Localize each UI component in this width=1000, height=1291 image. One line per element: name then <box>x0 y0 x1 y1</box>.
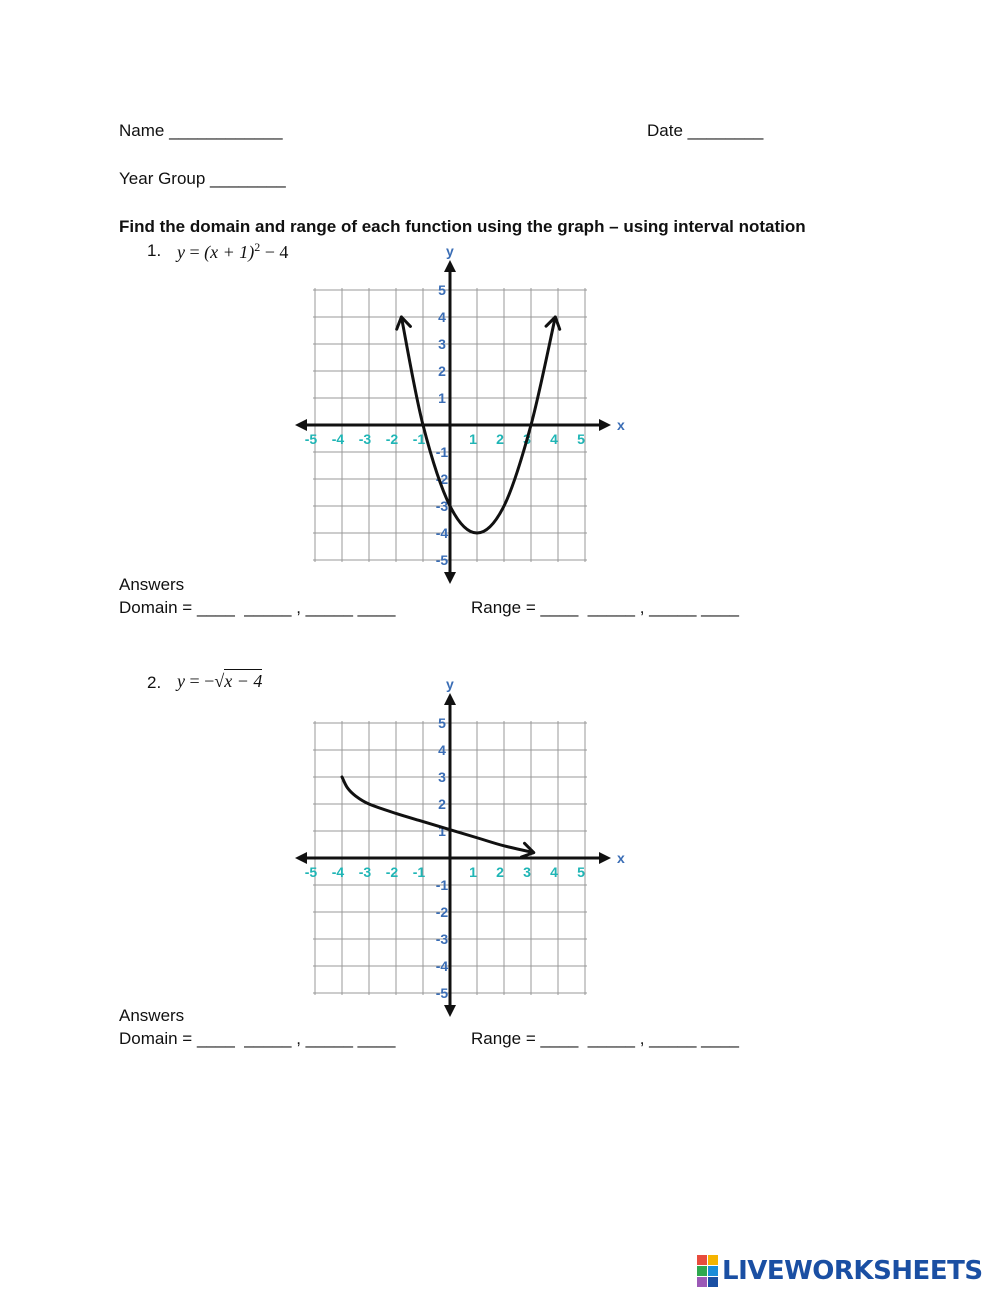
x-tick-label: 1 <box>469 431 477 447</box>
y-axis-arrow-down <box>444 1005 456 1017</box>
x-tick-label: -3 <box>358 864 372 880</box>
date-field-label: Date ________ <box>647 121 764 140</box>
x-tick-label: 4 <box>550 864 558 880</box>
y-tick-label: 2 <box>438 796 446 812</box>
y-tick-label: 2 <box>438 363 446 379</box>
x-tick-label: 2 <box>496 431 504 447</box>
name-field-label: Name ____________ <box>119 121 283 140</box>
y-tick-label: -3 <box>435 498 449 514</box>
x-tick-label: -1 <box>412 431 426 447</box>
x-tick-label: -3 <box>358 431 372 447</box>
x-tick-label: -5 <box>304 864 318 880</box>
y-tick-label: -2 <box>435 904 449 920</box>
y-tick-label: 3 <box>438 769 446 785</box>
logo-block <box>697 1255 707 1265</box>
question-1-domain-field[interactable]: Domain = ____ _____ , _____ ____ <box>119 598 396 617</box>
x-axis-arrow-right <box>599 419 611 431</box>
x-tick-label: -2 <box>385 431 399 447</box>
year-group-field-label: Year Group ________ <box>119 169 286 188</box>
graph-2 <box>290 676 625 1013</box>
x-tick-label: 5 <box>577 864 585 880</box>
logo-block <box>708 1277 718 1287</box>
logo-block <box>697 1266 707 1276</box>
liveworksheets-logo-icon <box>697 1255 718 1287</box>
question-2-equation: y = −√x − 4 <box>177 671 263 691</box>
question-2-range-field[interactable]: Range = ____ _____ , _____ ____ <box>471 1029 739 1048</box>
y-tick-label: -2 <box>435 471 449 487</box>
question-1-range-field[interactable]: Range = ____ _____ , _____ ____ <box>471 598 739 617</box>
x-tick-label: 3 <box>523 864 531 880</box>
y-axis-arrow-up <box>444 260 456 272</box>
y-axis-label: y <box>446 243 454 259</box>
x-tick-label: 1 <box>469 864 477 880</box>
y-tick-label: -5 <box>435 552 449 568</box>
logo-text: LIVEWORKSHEETS <box>722 1256 983 1286</box>
y-axis-arrow-down <box>444 572 456 584</box>
y-axis-label: y <box>446 676 454 692</box>
instructions: Find the domain and range of each function using the graph – using interval notation <box>119 217 806 236</box>
y-tick-label: 4 <box>438 742 446 758</box>
y-tick-label: 4 <box>438 309 446 325</box>
y-tick-label: 5 <box>438 282 446 298</box>
x-tick-label: -2 <box>385 864 399 880</box>
function-curve <box>342 777 534 853</box>
y-tick-label: 5 <box>438 715 446 731</box>
question-1-number: 1. <box>147 241 162 260</box>
y-tick-label: -3 <box>435 931 449 947</box>
x-axis-arrow-left <box>295 419 307 431</box>
y-tick-label: 3 <box>438 336 446 352</box>
y-tick-label: -1 <box>435 444 449 460</box>
y-axis-arrow-up <box>444 693 456 705</box>
logo-block <box>697 1277 707 1287</box>
y-tick-label: -1 <box>435 877 449 893</box>
x-tick-label: -4 <box>331 431 345 447</box>
question-2-number: 2. <box>147 673 162 692</box>
logo-block <box>708 1255 718 1265</box>
question-2-answers-label: Answers <box>119 1006 185 1025</box>
y-tick-label: 1 <box>438 823 446 839</box>
x-axis-arrow-left <box>295 852 307 864</box>
y-tick-label: 1 <box>438 390 446 406</box>
x-tick-label: 3 <box>523 431 531 447</box>
question-1-equation: $y = (x + 1)^2 - 4$ <box>177 240 289 262</box>
x-tick-label: -5 <box>304 431 318 447</box>
x-tick-label: 2 <box>496 864 504 880</box>
graph-1-svg <box>290 243 625 580</box>
x-tick-label: 5 <box>577 431 585 447</box>
x-axis-label: x <box>617 417 625 433</box>
logo-block <box>708 1266 718 1276</box>
question-1-answers-label: Answers <box>119 575 185 594</box>
x-tick-label: -1 <box>412 864 426 880</box>
graph-1 <box>290 243 625 580</box>
x-axis-label: x <box>617 850 625 866</box>
question-2-domain-field[interactable]: Domain = ____ _____ , _____ ____ <box>119 1029 396 1048</box>
liveworksheets-logo <box>697 1255 983 1287</box>
y-tick-label: -4 <box>435 525 449 541</box>
x-tick-label: 4 <box>550 431 558 447</box>
x-axis-arrow-right <box>599 852 611 864</box>
graph-2-svg <box>290 676 625 1013</box>
y-tick-label: -5 <box>435 985 449 1001</box>
x-tick-label: -4 <box>331 864 345 880</box>
y-tick-label: -4 <box>435 958 449 974</box>
